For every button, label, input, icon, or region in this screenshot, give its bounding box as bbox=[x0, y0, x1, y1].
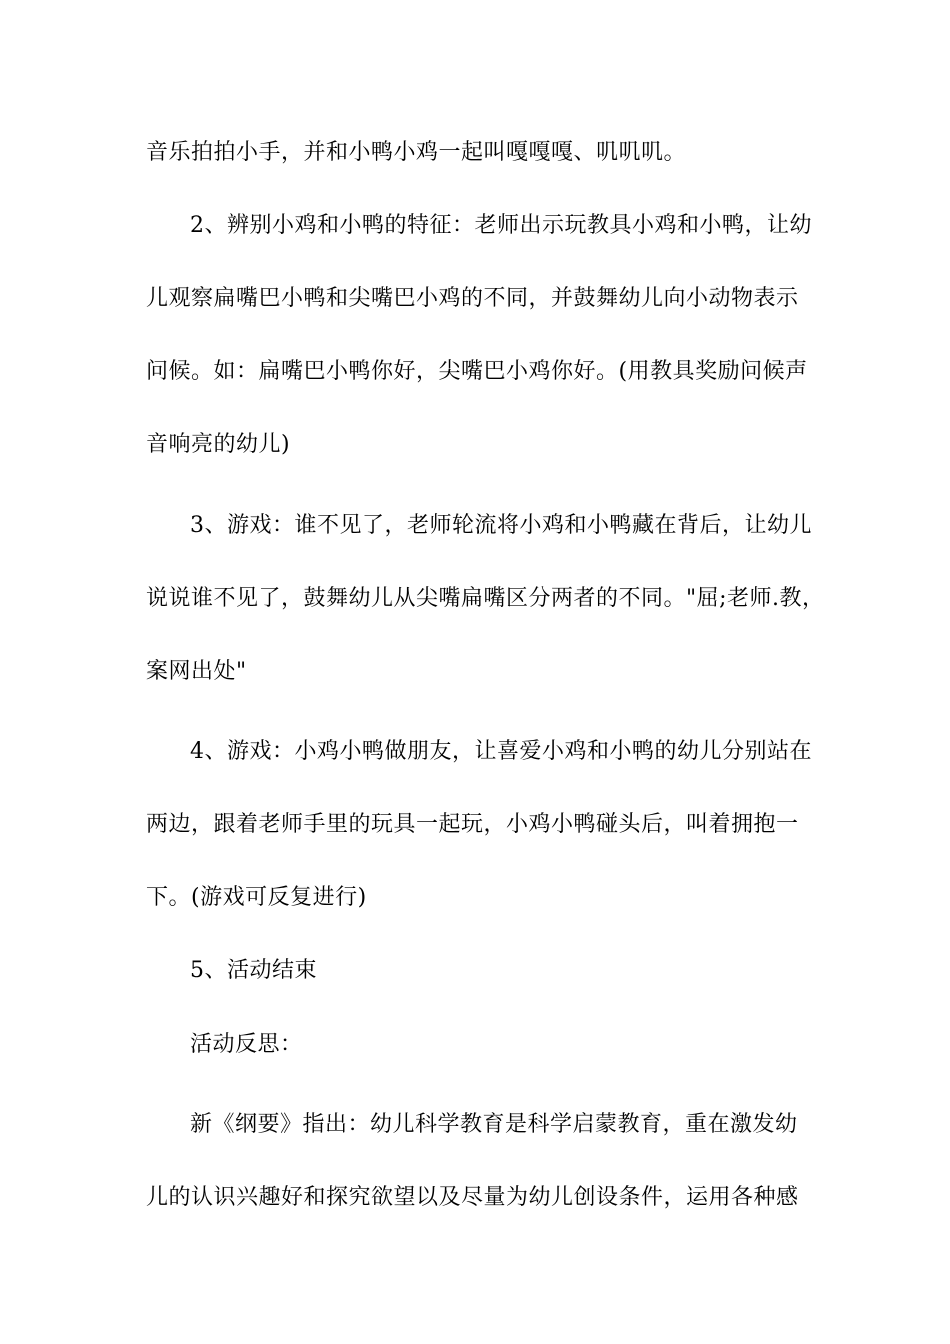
text-line-13: 活动反思： bbox=[190, 1032, 303, 1057]
text-line-10: 两边，跟着老师手里的玩具一起玩，小鸡小鸭碰头后，叫着拥抱一 bbox=[146, 812, 799, 837]
text-line-9: 4、游戏：小鸡小鸭做朋友，让喜爱小鸡和小鸭的幼儿分别站在 bbox=[190, 739, 812, 764]
text-line-8: 案网出处" bbox=[146, 659, 247, 684]
text-line-15: 儿的认识兴趣好和探究欲望以及尽量为幼儿创设条件，运用各种感 bbox=[146, 1185, 799, 1210]
text-line-7: 说说谁不见了，鼓舞幼儿从尖嘴扁嘴区分两者的不同。"屈;老师.教， bbox=[146, 586, 825, 611]
text-line-6: 3、游戏：谁不见了，老师轮流将小鸡和小鸭藏在背后，让幼儿 bbox=[190, 513, 812, 538]
text-line-5: 音响亮的幼儿) bbox=[146, 432, 291, 457]
text-line-14: 新《纲要》指出：幼儿科学教育是科学启蒙教育，重在激发幼 bbox=[190, 1112, 798, 1137]
text-line-1: 音乐拍拍小手，并和小鸭小鸡一起叫嘎嘎嘎、叽叽叽。 bbox=[146, 140, 687, 165]
text-line-3: 儿观察扁嘴巴小鸭和尖嘴巴小鸡的不同，并鼓舞幼儿向小动物表示 bbox=[146, 286, 799, 311]
text-line-12: 5、活动结束 bbox=[190, 958, 317, 983]
text-line-4: 问候。如：扁嘴巴小鸭你好，尖嘴巴小鸡你好。(用教具奖励问候声 bbox=[146, 359, 808, 384]
text-line-2: 2、辨别小鸡和小鸭的特征：老师出示玩教具小鸡和小鸭，让幼 bbox=[190, 213, 812, 238]
text-line-11: 下。(游戏可反复进行) bbox=[146, 885, 367, 910]
